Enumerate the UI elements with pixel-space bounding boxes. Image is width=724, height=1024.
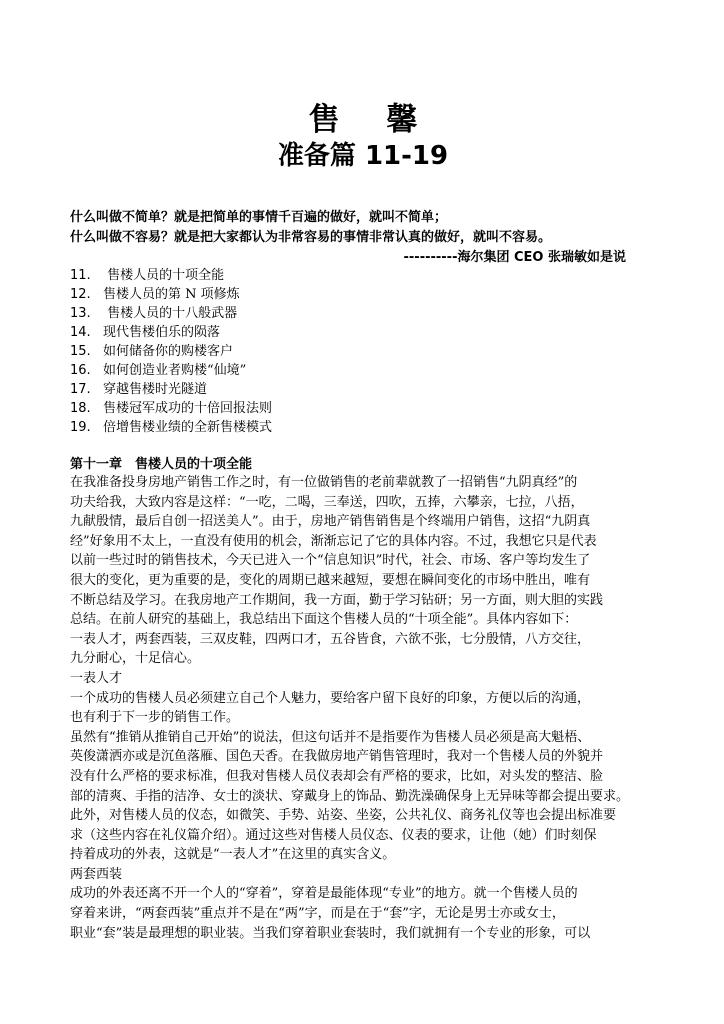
toc-label: 倍增售楼业绩的全新售楼模式 [103,420,273,435]
body-line: 持着成功的外表，这就是“一表人才”在这里的真实含义。 [70,847,396,863]
toc-number: 11. [70,268,91,283]
body-line: 一个成功的售楼人员必须建立自己个人魅力，要给客户留下良好的印象，方便以后的沟通， [70,690,591,706]
toc-item [70,323,272,342]
toc-number: 13. [70,306,91,321]
table-of-contents [70,266,272,437]
body-line: 职业“套”装是最理想的职业装。当我们穿着职业套装时，我们就拥有一个专业的形象，可以 [70,925,591,941]
page-title: 售 馨 [308,102,436,138]
body-line: 在我准备投身房地产销售工作之时，有一位做销售的老前辈就教了一招销售“九阴真经”的 [70,475,578,490]
body-line: 功夫给我，大致内容是这样：“一吃，二喝，三奉送，四吹，五捧，六攀亲，七拉，八捂， [70,494,584,510]
body-line: 求（这些内容在礼仪篇介绍）。通过这些对售楼人员仪态、仪表的要求，让他（她）们时刻保 [70,827,597,843]
page-subtitle: 准备篇 11-19 [277,141,449,171]
chapter-body [70,473,656,943]
body-line: 虽然有“推销从推销自己开始”的说法，但这句话并不是指要作为售楼人员必须是高大魁梧、 [70,729,591,745]
toc-number: 14. [70,325,91,340]
toc-number: 17. [70,382,91,397]
toc-item [70,304,272,323]
toc-label: 如何创造业者购楼“仙境” [103,363,247,378]
body-line: 也有利于下一步的销售工作。 [70,710,240,726]
toc-label: 现代售楼伯乐的陨落 [103,325,221,340]
body-line: 没有什么严格的要求标准，但我对售楼人员仪表却会有严格的要求，比如，对头发的整洁、脸 [70,768,604,784]
toc-label: 售楼人员的第 N 项修炼 [103,287,240,302]
body-line: 不断总结及学习。在我房地产工作期间，我一方面，勤于学习钻研；另一方面，则大胆的实践 [70,592,604,608]
body-line: 总结。在前人研究的基础上，我总结出下面这个售楼人员的“十项全能”。具体内容如下： [70,612,578,628]
body-line: 英俊潇洒亦或是沉鱼落雁、国色天香。在我做房地产销售管理时，我对一个售楼人员的外貌并 [70,749,604,765]
quote-attribution: ----------海尔集团 CEO 张瑞敏如是说 [403,250,626,265]
toc-label: 售楼冠军成功的十倍回报法则 [103,401,273,416]
body-line: 经”好象用不太上，一直没有使用的机会，渐渐忘记了它的具体内容。不过，我想它只是代表 [70,533,597,549]
body-line: 此外，对售楼人员的仪态，如微笑、手势、站姿、坐姿，公共礼仪、商务礼仪等也会提出标准要 [70,808,617,824]
toc-item [70,399,272,418]
toc-item [70,285,272,304]
toc-label: 如何储备你的购楼客户 [103,344,234,359]
section-heading: 一表人才 [70,670,123,686]
toc-item [70,361,272,380]
toc-label: 售楼人员的十项全能 [103,268,225,283]
toc-number: 18. [70,401,91,416]
toc-item [70,266,272,285]
body-line: 部的清爽、手指的洁净、女士的淡状、穿戴身上的饰品、勤洗澡确保身上无异味等都会提出要求。 [70,788,630,804]
body-line: 很大的变化，更为重要的是，变化的周期已越来越短，要想在瞬间变化的市场中胜出，唯有 [70,572,591,588]
toc-number: 16. [70,363,91,378]
toc-item [70,380,272,399]
toc-number: 19. [70,420,91,435]
section-heading: 两套西装 [70,866,123,882]
toc-number: 15. [70,344,91,359]
toc-label: 穿越售楼时光隧道 [103,382,208,397]
toc-label: 售楼人员的十八般武器 [103,306,238,321]
body-line: 九分耐心，十足信心。 [70,651,201,667]
toc-item [70,342,272,361]
chapter-heading: 第十一章 售楼人员的十项全能 [70,457,253,472]
quote-line: 什么叫做不容易？就是把大家都认为非常容易的事情非常认真的做好，就叫不容易。 [70,230,552,245]
body-line: 成功的外表还离不开一个人的“穿着”，穿着是最能体现“专业”的地方。就一个售楼人员的 [70,886,578,902]
body-line: 九献殷情，最后自创一招送美人”。由于，房地产销售销售是个终端用户销售，这招“九阴真 [70,514,591,530]
body-line: 以前一些过时的销售技术，今天已进入一个“信息知识”时代，社会、市场、客户等均发生了 [70,553,591,569]
toc-item [70,418,272,437]
toc-number: 12. [70,287,91,302]
quote-line: 什么叫做不简单？就是把简单的事情千百遍的做好，就叫不简单； [70,210,448,225]
body-line: 一表人才，两套西装，三双皮鞋，四两口才，五谷皆食，六欲不张，七分殷情，八方交往， [70,631,591,647]
body-line: 穿着来讲，“两套西装”重点并不是在“两”字，而是在于“套”字，无论是男士亦或女士， [70,906,565,922]
